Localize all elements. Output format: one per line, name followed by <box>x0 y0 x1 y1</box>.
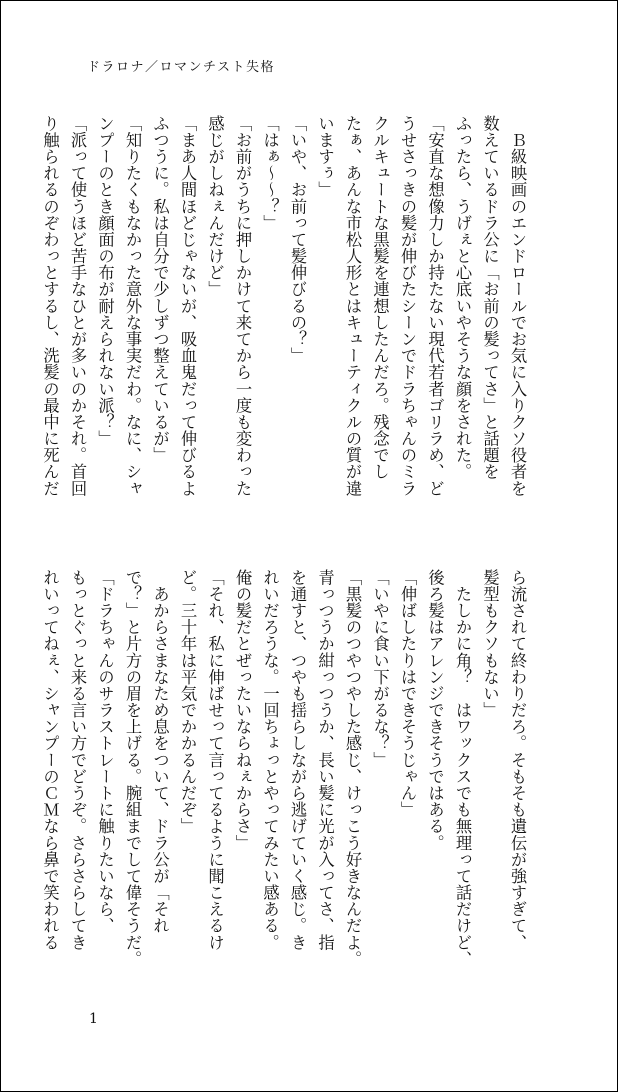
text-line: 俺の髪だとぜったいならねぇからさ」 <box>233 569 252 852</box>
text-line: 「まあ人間ほどじゃないが、吸血鬼だって伸びるよ <box>178 115 197 497</box>
text-line: ど。三十年は平気でかかるんだぞ」 <box>178 569 197 835</box>
text-line: いますぅ」 <box>315 115 335 198</box>
text-line: ら流されて終わりだろ。そもそも遺伝が強すぎて、 <box>508 569 527 951</box>
text-line: あからさまなため息をついて、ドラ公が「それ <box>150 569 170 934</box>
text-line: 感じがしねぇんだけど」 <box>205 115 225 298</box>
text-line: 数えているドラ公に「お前の髪ってさ」と話題を <box>480 115 500 480</box>
text-line: ふつうに。私は自分で少しずつ整えているが」 <box>150 115 170 464</box>
page-number: 1 <box>89 1011 98 1027</box>
text-line: うせさっきの髪が伸びたシーンでドラちゃんのミラ <box>398 115 417 497</box>
text-line: 「知りたくもなかった意外な事実だわ。なに、シャ <box>123 115 142 497</box>
text-line: で？」と片方の眉を上げる。腕組までして偉そうだ。 <box>123 569 142 968</box>
text-line: もっとぐっと来る言い方でどうぞ。さらさらしてき <box>68 569 87 951</box>
text-line: ンプーのとき顔面の布が耐えられない派？」 <box>95 115 115 447</box>
text-line: 青っつうか紺っつうか、長い髪に光が入ってさ、指 <box>315 569 335 951</box>
text-block-upper <box>40 115 531 531</box>
text-line: れいってねぇ、シャンプーのＣＭなら鼻で笑われる <box>40 569 60 951</box>
text-line: 「お前がうちに押しかけて来てから一度も変わった <box>233 115 252 497</box>
text-line: たしかに角？ はワックスでも無理って話だけど、 <box>453 569 472 968</box>
text-line: 「伸ばしたりはできそうじゃん」 <box>398 569 417 818</box>
running-title: ドラロナ／ロマンチスト失格 <box>87 60 275 75</box>
text-line: 「派って使うほど苦手なひとが多いのかそれ。首回 <box>68 115 87 497</box>
text-line: 「ドラちゃんのサラストレートに触りたいなら、 <box>95 569 115 934</box>
text-line: 「それ、私に伸ばせって言ってるように聞こえるけ <box>205 569 225 951</box>
text-line: クルキュートな黒髪を連想したんだろ。残念でし <box>370 115 390 480</box>
text-line: 髪型もクソもない」 <box>480 569 500 719</box>
text-line: Ｂ級映画のエンドロールでお気に入りクソ役者を <box>508 115 527 497</box>
text-line: たぁ、あんな市松人形とはキューティクルの質が違 <box>343 115 362 497</box>
text-line: れいだろうな。一回ちょっとやってみたい感ある。 <box>260 569 280 951</box>
text-line: 「はぁ〜〜？」 <box>260 115 280 232</box>
text-line: 「安直な想像力しか持たない現代若者ゴリラめ、ど <box>425 115 445 497</box>
text-line: 「いやに食い下がるな？」 <box>370 569 390 769</box>
text-block-lower <box>40 569 531 985</box>
text-line: ふったら、うげぇと心底いやそうな顔をされた。 <box>453 115 472 480</box>
text-line: 「黒髪のつやつやした感じ、けっこう好きなんだよ。 <box>343 569 362 968</box>
text-line: 後ろ髪はアレンジできそうではある。 <box>425 569 445 852</box>
text-line: り触られるのぞわっとするし、洗髪の最中に死んだ <box>40 115 60 497</box>
text-line: 「いや、お前って髪伸びるの？」 <box>288 115 307 364</box>
text-line: を通すと、つやも揺らしながら逃げていく感じ。き <box>288 569 307 951</box>
